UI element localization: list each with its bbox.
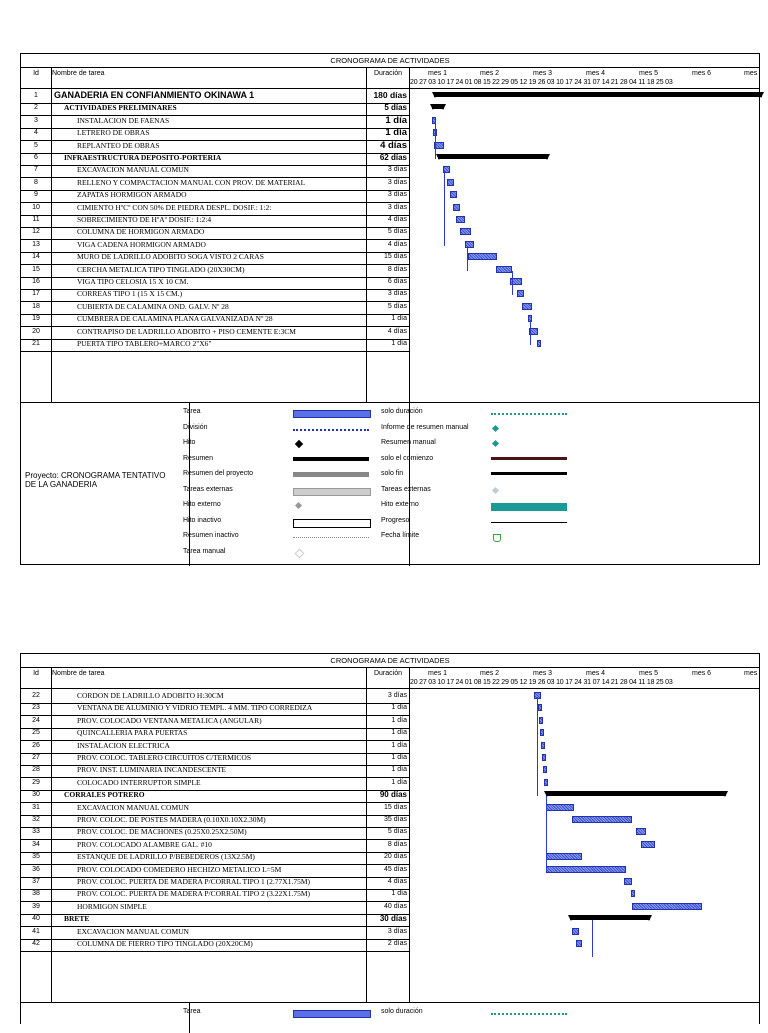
task-id: 19: [32, 315, 40, 323]
day-scale: 20 27 03 10 17 24 01 08 15 22 29 05 12 19 26 03 10 17 24 31 07 14 21 28 04 11 18 25 03: [410, 679, 673, 686]
task-name: HORMIGON SIMPLE: [77, 901, 147, 911]
task-id: 23: [32, 704, 40, 712]
task-id: 42: [32, 940, 40, 947]
task-id: 10: [32, 203, 40, 211]
task-bar[interactable]: [453, 204, 460, 211]
legend-swatch: [491, 472, 567, 475]
task-id: 2: [34, 104, 38, 112]
legend-swatch: [295, 440, 303, 448]
task-name: PROV. COLOCADO COMEDERO HECHIZO METALICO L=5M: [77, 864, 282, 874]
task-bar[interactable]: [576, 940, 582, 947]
task-id: 38: [32, 890, 40, 898]
task-name: VIGA CADENA HORMIGON ARMADO: [77, 239, 206, 249]
task-name: LETRERO DE OBRAS: [77, 128, 150, 138]
task-bar[interactable]: [460, 228, 471, 235]
legend-label: Progreso: [381, 516, 410, 524]
day-scale: 20 27 03 10 17 24 01 08 15 22 29 05 12 19 26 03 10 17 24 31 07 14 21 28 04 11 18 25 03: [410, 79, 673, 86]
legend-swatch: [491, 503, 567, 511]
summary-bar[interactable]: [432, 104, 444, 109]
task-id: 20: [32, 327, 40, 335]
task-duration: 3 días: [387, 927, 407, 935]
task-bar[interactable]: [456, 216, 465, 223]
task-bar[interactable]: [540, 729, 544, 736]
legend-label: solo duración: [381, 1008, 423, 1015]
task-duration: 1 día: [391, 754, 407, 761]
task-id: 8: [34, 178, 38, 186]
task-name: INSTALACION DE FAENAS: [77, 115, 170, 125]
task-duration: 15 días: [384, 253, 407, 261]
legend-label: solo duración: [381, 408, 423, 415]
task-duration: 5 días: [387, 828, 407, 836]
task-name: SOBRECIMIENTO DE HºAº DOSIF.: 1:2:4: [77, 215, 212, 224]
dependency-link: [444, 171, 445, 245]
month-label: mes: [744, 670, 758, 677]
task-name: VENTANA DE ALUMINIO Y VIDRIO TEMPL. 4 MM. TIPO CORREDIZA: [77, 703, 313, 713]
legend: [21, 1002, 759, 1033]
dependency-link: [537, 697, 538, 796]
task-name: PROV. COLOCADO ALAMBRE GAL. #10: [77, 839, 212, 849]
task-bar[interactable]: [496, 266, 512, 273]
legend-label: Resumen: [183, 454, 213, 462]
summary-bar[interactable]: [570, 915, 650, 920]
task-bar[interactable]: [544, 779, 548, 786]
legend-label: Hito externo: [183, 501, 221, 508]
task-name: INSTALACION ELECTRICA: [77, 740, 170, 750]
legend-label: Hito: [183, 439, 196, 446]
task-duration: 1 día: [385, 114, 407, 126]
task-duration: 62 días: [379, 153, 407, 162]
task-bar[interactable]: [517, 290, 524, 297]
dependency-link: [530, 320, 531, 345]
task-id: 36: [32, 865, 40, 873]
task-name: CORDON DE LADRILLO ADOBITO H:30CM: [77, 691, 224, 700]
task-duration: 1 día: [385, 127, 407, 139]
legend-swatch: [491, 522, 567, 523]
legend-swatch: [492, 424, 499, 431]
header-name: Nombre de tarea: [52, 670, 105, 677]
legend-swatch: [293, 519, 371, 528]
task-duration: 3 días: [387, 290, 407, 298]
task-name: PROV. INST. LUMINARIA INCANDESCENTE: [77, 765, 227, 775]
month-label: mes 4: [586, 70, 606, 77]
task-name: COLUMNA DE FIERRO TIPO TINGLADO (20X20CM): [77, 939, 253, 948]
task-id: 34: [32, 840, 40, 848]
legend-swatch: [293, 457, 369, 461]
page-title: CRONOGRAMA DE ACTIVIDADES: [21, 654, 759, 668]
task-bar[interactable]: [624, 878, 632, 885]
task-duration: 5 días: [384, 103, 407, 113]
task-name: PROV. COLOC. TABLERO CIRCUITOS C/TERMICOS: [77, 753, 252, 762]
task-id: 5: [34, 141, 38, 149]
legend-swatch: [491, 1013, 567, 1015]
legend-label: Tarea: [183, 408, 201, 415]
task-name: PROV. COLOC. DE POSTES MADERA (0.10X0.10X2.30M): [77, 815, 266, 824]
legend-swatch: [492, 486, 499, 493]
gantt-page-2: [20, 653, 760, 1024]
legend-label: Fecha límite: [381, 532, 420, 539]
task-id: 4: [34, 129, 38, 137]
task-duration: 4 días: [380, 139, 407, 151]
task-bar[interactable]: [632, 903, 702, 910]
task-id: 21: [32, 340, 40, 347]
task-bar[interactable]: [572, 816, 632, 823]
month-label: mes: [744, 70, 758, 77]
task-duration: 4 días: [387, 878, 407, 885]
task-id: 18: [32, 302, 40, 310]
task-duration: 1 día: [391, 340, 407, 347]
task-id: 22: [32, 692, 40, 699]
task-id: 17: [32, 290, 40, 298]
task-name: INFRAESTRUCTURA DEPOSITO-PORTERIA: [64, 153, 222, 162]
header-duration: Duración: [373, 70, 402, 77]
legend-swatch: [293, 488, 371, 496]
legend-label: Tareas externas: [183, 485, 233, 493]
gantt-chart-area: [410, 89, 759, 389]
gantt-page-1: [20, 53, 760, 565]
task-duration: 8 días: [387, 840, 407, 848]
task-name: GANADERIA EN CONFIANMIENTO OKINAWA 1: [54, 90, 255, 100]
task-duration: 4 días: [387, 240, 407, 248]
task-id: 24: [32, 716, 40, 724]
task-id: 9: [34, 191, 38, 199]
task-duration: 4 días: [387, 216, 407, 223]
task-duration: 4 días: [387, 327, 407, 335]
task-bar[interactable]: [447, 179, 454, 186]
legend-label: Informe de resumen manual: [381, 423, 469, 431]
task-duration: 3 días: [387, 203, 407, 211]
task-id: 31: [32, 803, 40, 811]
legend-label: Hito inactivo: [183, 516, 222, 524]
task-name: CORREAS TIPO 1 (15 X 15 CM.): [77, 289, 183, 299]
task-id: 39: [32, 902, 40, 910]
task-id: 40: [32, 915, 40, 923]
legend-swatch: [293, 429, 369, 431]
page-title: CRONOGRAMA DE ACTIVIDADES: [21, 54, 759, 68]
header-duration: Duración: [373, 670, 402, 677]
month-label: mes 6: [692, 670, 712, 677]
task-duration: 1 día: [391, 729, 407, 737]
task-name: QUINCALLERIA PARA PUERTAS: [77, 728, 188, 738]
task-duration: 3 días: [387, 191, 407, 199]
task-id: 16: [32, 278, 40, 285]
task-duration: 3 días: [387, 166, 407, 174]
timeline-header: [410, 68, 759, 88]
task-id: 3: [34, 116, 38, 124]
legend-label: solo el comienzo: [381, 454, 434, 462]
dependency-link: [467, 246, 468, 271]
task-id: 15: [32, 265, 40, 273]
task-bar[interactable]: [541, 742, 545, 749]
task-id: 41: [32, 927, 40, 935]
task-duration: 40 días: [384, 902, 407, 910]
task-bar[interactable]: [546, 866, 626, 873]
task-name: BRETE: [64, 914, 90, 924]
task-duration: 3 días: [387, 692, 407, 699]
task-name: ESTANQUE DE LADRILLO P/BEBEDEROS (13X2.5M): [77, 852, 255, 862]
summary-bar[interactable]: [438, 154, 548, 159]
task-bar[interactable]: [537, 340, 541, 347]
task-duration: 1 día: [391, 741, 407, 749]
task-bar[interactable]: [543, 766, 547, 773]
task-name: ACTIVIDADES PRELIMINARES: [64, 103, 177, 113]
legend-label: División: [183, 423, 208, 431]
gantt-chart-area: [410, 689, 759, 989]
task-duration: 5 días: [387, 228, 407, 236]
legend-swatch: [293, 537, 369, 538]
task-bar[interactable]: [542, 754, 546, 761]
task-duration: 8 días: [387, 265, 407, 273]
task-bar[interactable]: [631, 890, 635, 897]
task-name: CUBIERTA DE CALAMINA OND. GALV. Nº 28: [77, 301, 229, 311]
task-bar[interactable]: [546, 853, 582, 860]
task-id: 14: [32, 253, 40, 261]
task-name: CONTRAPISO DE LADRILLO ADOBITO + PISO CEMENTE E:3CM: [77, 326, 296, 336]
task-bar[interactable]: [539, 717, 543, 724]
month-label: mes 2: [480, 670, 500, 677]
task-duration: 1 día: [391, 890, 407, 898]
task-name: CERCHA METALICA TIPO TINGLADO (20X30CM): [77, 264, 245, 274]
header-name: Nombre de tarea: [52, 70, 105, 77]
task-bar[interactable]: [538, 704, 542, 711]
task-id: 29: [32, 778, 40, 786]
task-duration: 3 días: [387, 178, 407, 186]
task-duration: 1 día: [391, 716, 407, 724]
task-id: 11: [32, 216, 40, 223]
task-id: 35: [32, 853, 40, 861]
task-name: EXCAVACION MANUAL COMUN: [77, 802, 189, 812]
task-id: 33: [32, 828, 40, 836]
header-id: Id: [33, 670, 39, 677]
task-name: VIGA TIPO CELOSIA 15 X 10 CM.: [77, 277, 189, 286]
task-name: PROV. COLOC. PUERTA DE MADERA P/CORRAL TIPO 2 (3.22X1.75M): [77, 889, 311, 899]
legend-label: Tarea manual: [183, 547, 226, 555]
task-name: EXCAVACION MANUAL COMUN: [77, 926, 189, 936]
timeline-header: [410, 668, 759, 688]
legend-swatch: [295, 548, 305, 558]
task-bar[interactable]: [468, 253, 497, 260]
project-label: Proyecto: CRONOGRAMA TENTATIVO DE LA GANADERIA: [25, 471, 166, 489]
task-name: CIMIENTO HºCº CON 50% DE PIEDRA DESPL. DOSIF.: 1:2:: [77, 202, 272, 212]
legend-swatch: [295, 502, 302, 509]
task-id: 1: [34, 92, 38, 99]
task-duration: 6 días: [387, 278, 407, 285]
task-id: 32: [32, 816, 40, 823]
month-label: mes 5: [639, 670, 659, 677]
task-name: MURO DE LADRILLO ADOBITO SOGA VISTO 2 CARAS: [77, 252, 264, 262]
dependency-link: [512, 271, 513, 296]
task-name: CORRALES POTRERO: [64, 790, 145, 800]
legend-swatch: [493, 534, 501, 542]
task-duration: 45 días: [384, 865, 407, 873]
task-duration: 5 días: [387, 302, 407, 310]
legend-label: Resumen inactivo: [183, 532, 239, 539]
legend-swatch: [491, 413, 567, 415]
dependency-link: [435, 122, 436, 159]
task-name: PROV. COLOC. DE MACHONES (0.25X0.25X2.50M): [77, 827, 247, 837]
month-label: mes 4: [586, 670, 606, 677]
task-name: COLUMNA DE HORMIGON ARMADO: [77, 227, 205, 237]
month-label: mes 3: [533, 670, 553, 677]
task-id: 6: [34, 154, 38, 161]
task-name: COLOCADO INTERRUPTOR SIMPLE: [77, 777, 201, 787]
task-id: 12: [32, 228, 40, 236]
task-duration: 1 día: [391, 315, 407, 323]
task-name: PROV. COLOCADO VENTANA METALICA (ANGULAR): [77, 715, 262, 725]
task-duration: 90 días: [379, 790, 407, 800]
legend-label: Tarea: [183, 1008, 201, 1015]
task-id: 26: [32, 741, 40, 749]
legend-swatch: [293, 410, 371, 418]
task-duration: 20 días: [384, 853, 407, 861]
task-id: 13: [32, 240, 40, 248]
legend-label: Hito externo: [381, 501, 419, 508]
summary-bar[interactable]: [546, 791, 726, 796]
task-bar[interactable]: [641, 841, 655, 848]
dependency-link: [592, 920, 593, 957]
month-label: mes 2: [480, 70, 500, 77]
task-bar[interactable]: [450, 191, 457, 198]
month-label: mes 5: [639, 70, 659, 77]
task-duration: 2 días: [387, 940, 407, 947]
task-name: ZAPATAS HORMIGON ARMADO: [77, 190, 187, 200]
task-name: CUMBRERA DE CALAMINA PLANA GALVANIZADA Nº 28: [77, 314, 273, 324]
task-id: 7: [34, 166, 38, 174]
task-name: RELLENO Y COMPACTACION MANUAL CON PROV. DE MATERIAL: [77, 177, 306, 187]
task-duration: 35 días: [384, 816, 407, 823]
task-id: 27: [32, 754, 40, 761]
task-bar[interactable]: [522, 303, 532, 310]
task-id: 37: [32, 878, 40, 885]
task-bar[interactable]: [636, 828, 646, 835]
task-duration: 1 día: [391, 766, 407, 774]
task-id: 30: [32, 791, 40, 799]
month-label: mes 1: [428, 70, 448, 77]
month-label: mes 1: [428, 670, 448, 677]
legend-swatch: [293, 1010, 371, 1018]
task-name: EXCAVACION MANUAL COMUN: [77, 165, 189, 175]
task-bar[interactable]: [572, 928, 579, 935]
legend-label: Resumen del proyecto: [183, 470, 254, 477]
task-duration: 1 día: [391, 704, 407, 712]
task-duration: 180 días: [373, 90, 407, 100]
month-label: mes 3: [533, 70, 553, 77]
task-id: 28: [32, 766, 40, 774]
header-id: Id: [33, 70, 39, 77]
month-label: mes 6: [692, 70, 712, 77]
legend: [21, 402, 759, 566]
task-bar[interactable]: [546, 804, 574, 811]
task-duration: 1 día: [391, 778, 407, 786]
task-name: REPLANTEO DE OBRAS: [77, 140, 160, 150]
legend-label: Tareas externas: [381, 485, 431, 493]
legend-swatch: [492, 440, 499, 447]
legend-swatch: [293, 472, 369, 477]
task-duration: 15 días: [384, 803, 407, 811]
dependency-link: [546, 796, 547, 870]
task-duration: 30 días: [379, 914, 407, 924]
legend-label: Resumen manual: [381, 439, 436, 446]
summary-bar[interactable]: [434, 92, 762, 97]
legend-label: solo fin: [381, 470, 404, 477]
task-id: 25: [32, 729, 40, 737]
legend-swatch: [491, 457, 567, 460]
task-name: PUERTA TIPO TABLERO+MARCO 2"X6": [77, 339, 212, 348]
task-name: PROV. COLOC. PUERTA DE MADERA P/CORRAL TIPO 1 (2.77X1.75M): [77, 877, 311, 886]
